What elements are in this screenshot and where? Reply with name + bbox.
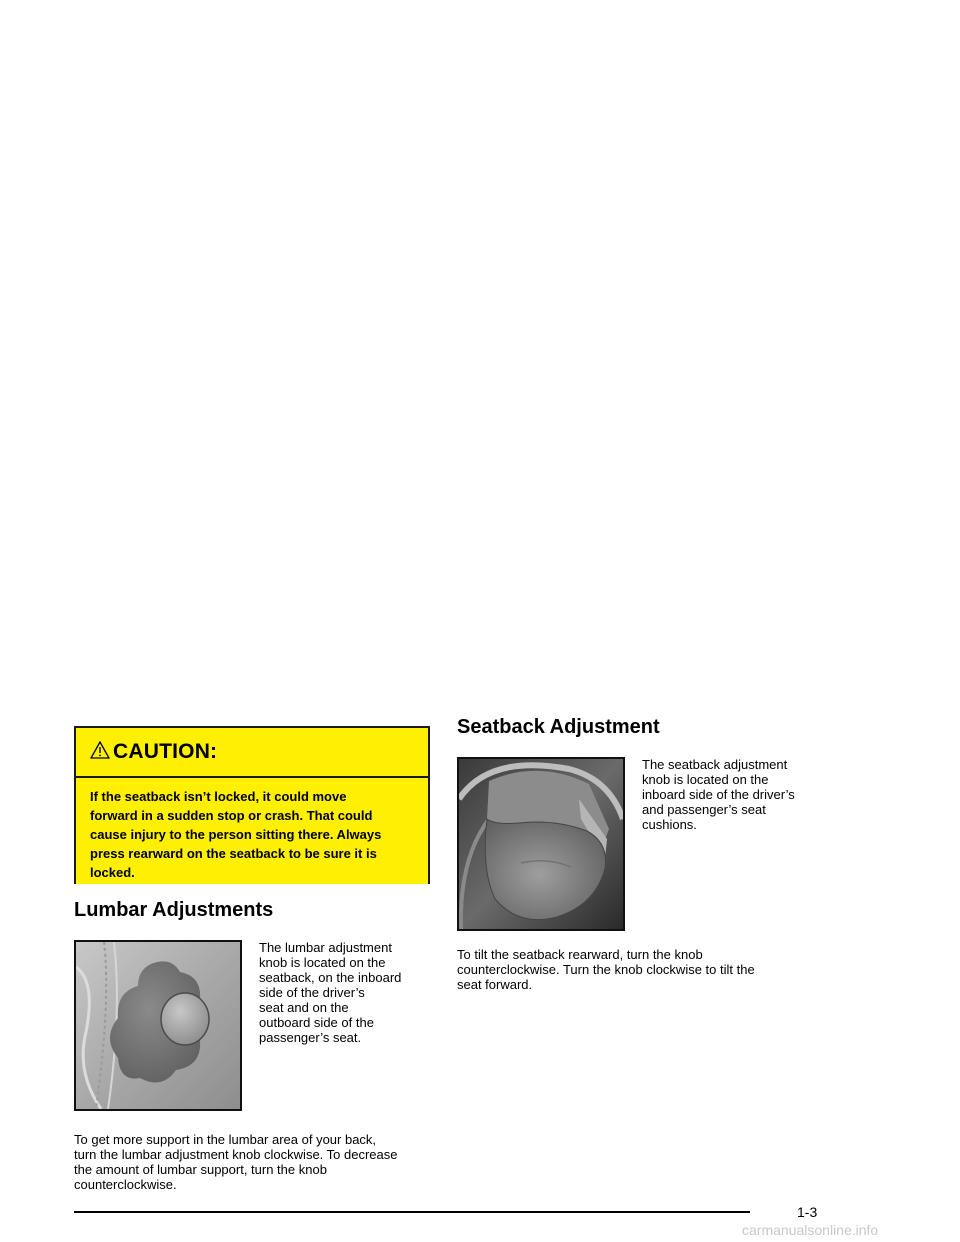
text-line: knob is located on the (259, 955, 386, 970)
caution-line: locked. (90, 865, 135, 880)
seatback-heading: Seatback Adjustment (457, 716, 660, 738)
warning-triangle-icon (90, 741, 110, 759)
caution-line: press rearward on the seatback to be sure it is (90, 846, 377, 861)
text-line: seatback, on the inboard (259, 970, 402, 985)
text-line: cushions. (642, 817, 697, 832)
text-line: outboard side of the (259, 1015, 374, 1030)
watermark: carmanualsonline.info (742, 1222, 879, 1238)
text-line: The lumbar adjustment (259, 940, 392, 955)
text-line: turn the lumbar adjustment knob clockwise. To decrease (74, 1147, 398, 1162)
text-line: To get more support in the lumbar area of your back, (74, 1132, 377, 1147)
caution-header (76, 728, 428, 778)
text-line: and passenger’s seat (642, 802, 766, 817)
lumbar-heading: Lumbar Adjustments (74, 899, 274, 921)
text-line: passenger’s seat. (259, 1030, 362, 1045)
lumbar-knob-photo (74, 940, 242, 1111)
caution-title: CAUTION: (113, 740, 218, 763)
text-line: counterclockwise. (74, 1177, 177, 1192)
text-line: seat forward. (457, 977, 533, 992)
text-line: knob is located on the (642, 772, 769, 787)
seatback-knob-photo (457, 757, 625, 931)
text-line: inboard side of the driver’s (642, 787, 795, 802)
text-line: seat and on the (259, 1000, 349, 1015)
footer-rule (74, 1211, 750, 1213)
text-line: counterclockwise. Turn the knob clockwise to tilt the (457, 962, 755, 977)
caution-text (76, 778, 428, 884)
text-line: The seatback adjustment (642, 757, 788, 772)
lumbar-instructions (74, 1132, 397, 1192)
text-line: the amount of lumbar support, turn the knob (74, 1162, 327, 1177)
text-line: side of the driver’s (259, 985, 365, 1000)
caution-box (74, 726, 430, 884)
seatback-instructions (457, 947, 755, 992)
page-number: 1-3 (797, 1204, 818, 1220)
caution-line: forward in a sudden stop or crash. That could (90, 808, 373, 823)
text-line: To tilt the seatback rearward, turn the knob (457, 947, 703, 962)
seatback-knob-description (642, 757, 795, 832)
lumbar-knob-description (259, 940, 401, 1045)
caution-line: cause injury to the person sitting there. Always (90, 827, 382, 842)
caution-line: If the seatback isn’t locked, it could move (90, 789, 347, 804)
